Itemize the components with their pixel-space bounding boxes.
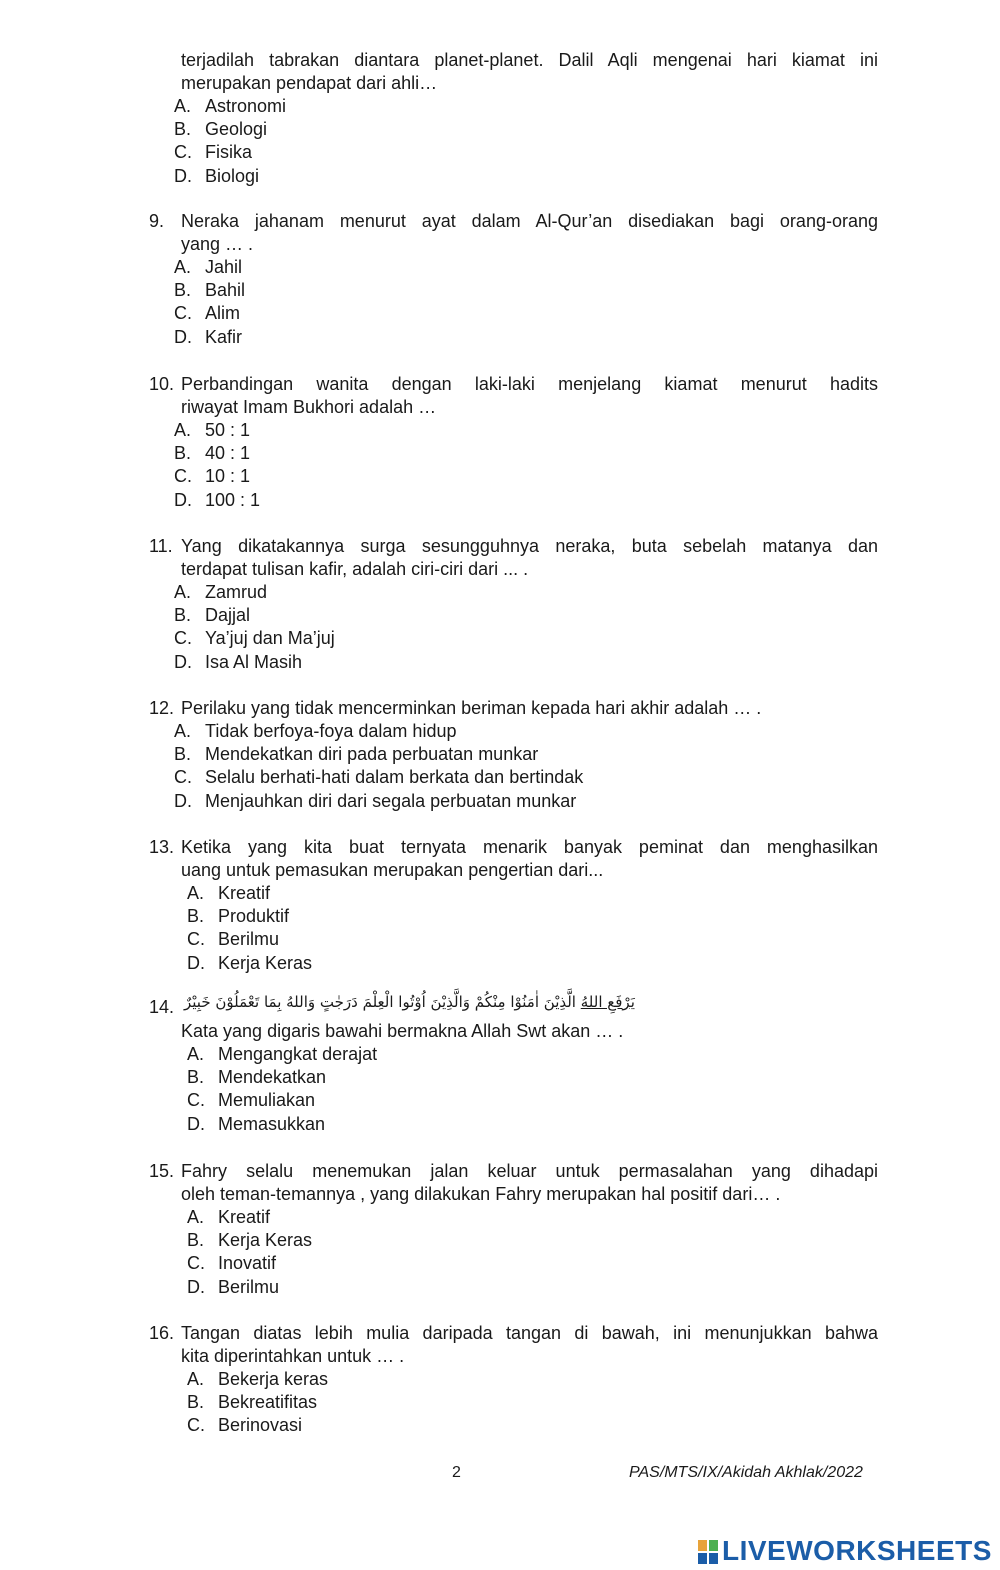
question-text-line: Perilaku yang tidak mencerminkan beriman kepada hari akhir adalah … .: [181, 698, 762, 718]
question-text-line: Yang dikatakannya surga sesungguhnya neraka, buta sebelah matanya dan: [181, 536, 878, 556]
arabic-rest: الَّذِيْنَ اٰمَنُوْا مِنْكُمْ وَالَّذِيْنَ اُوْتُوا الْعِلْمَ دَرَجٰتٍ وَاللهُ بِمَا تَعْمَلُوْنَ خَبِيْرٌ: [184, 993, 581, 1011]
option-letter: D.: [174, 651, 192, 672]
option-item[interactable]: [174, 651, 302, 673]
option-letter: B.: [174, 443, 192, 464]
option-letter: A.: [187, 1207, 205, 1227]
option-item[interactable]: [187, 952, 312, 974]
option-item[interactable]: [187, 905, 289, 927]
option-text: Mendekatkan: [218, 1067, 327, 1088]
option-text: Berinovasi: [218, 1415, 303, 1436]
option-text: Menjauhkan diri dari segala perbuatan munkar: [205, 790, 577, 811]
option-text: Mendekatkan diri pada perbuatan munkar: [205, 744, 539, 765]
option-letter: B.: [187, 1067, 205, 1088]
option-letter: A.: [174, 582, 192, 602]
option-item[interactable]: [174, 766, 583, 788]
option-item[interactable]: [174, 790, 576, 812]
question-number: 11.: [149, 536, 173, 556]
option-item[interactable]: [187, 1089, 315, 1111]
option-letter: D.: [174, 790, 192, 811]
option-item[interactable]: [187, 1368, 328, 1390]
option-item[interactable]: [174, 581, 267, 603]
question-text-line: Fahry selalu menemukan jalan keluar untuk permasalahan yang dihadapi: [181, 1161, 878, 1181]
page-number: 2: [452, 1464, 461, 1481]
option-item[interactable]: [187, 1113, 325, 1135]
question-text-line: kita diperintahkan untuk … .: [181, 1346, 405, 1366]
option-letter: C.: [187, 1415, 205, 1436]
option-letter: A.: [174, 721, 192, 741]
option-letter: B.: [174, 280, 192, 301]
option-item[interactable]: [174, 165, 259, 187]
option-text: Ya’juj dan Ma’juj: [205, 628, 335, 649]
option-text: 40 : 1: [205, 443, 251, 464]
option-text: Isa Al Masih: [205, 651, 303, 672]
option-letter: A.: [187, 1369, 205, 1389]
question-number: 14.: [149, 997, 175, 1017]
option-item[interactable]: [174, 256, 242, 278]
option-letter: C.: [174, 628, 192, 649]
option-text: Bekreatifitas: [218, 1392, 318, 1413]
question-number: 12.: [149, 698, 175, 718]
option-text: Kerja Keras: [218, 1230, 313, 1251]
option-letter: C.: [174, 466, 192, 487]
question-text-line: Ketika yang kita buat ternyata menarik banyak peminat dan menghasilkan: [181, 837, 878, 857]
option-item[interactable]: [174, 627, 335, 649]
option-item[interactable]: [174, 141, 252, 163]
option-text: Astronomi: [205, 96, 287, 116]
option-letter: C.: [174, 303, 192, 324]
option-letter: A.: [187, 883, 205, 903]
option-item[interactable]: [174, 279, 245, 301]
option-letter: D.: [174, 165, 192, 186]
option-item[interactable]: [174, 442, 250, 464]
question-number: 16.: [149, 1323, 175, 1343]
intro-line: merupakan pendapat dari ahli…: [181, 73, 438, 93]
option-letter: A.: [187, 1044, 205, 1064]
option-letter: B.: [174, 744, 192, 765]
option-letter: D.: [174, 326, 192, 347]
option-letter: C.: [174, 142, 192, 163]
question-number: 13.: [149, 837, 175, 857]
option-letter: D.: [187, 1276, 205, 1297]
option-text: 100 : 1: [205, 489, 261, 510]
option-item[interactable]: [187, 1252, 276, 1274]
option-item[interactable]: [187, 1391, 317, 1413]
option-text: 50 : 1: [205, 420, 251, 440]
option-letter: C.: [174, 767, 192, 788]
option-item[interactable]: [187, 1276, 279, 1298]
question-text-line: uang untuk pemasukan merupakan pengertian dari...: [181, 860, 604, 880]
option-text: Tidak berfoya-foya dalam hidup: [205, 721, 457, 741]
option-letter: B.: [174, 119, 192, 140]
option-item[interactable]: [174, 302, 240, 324]
option-text: Bekerja keras: [218, 1369, 329, 1389]
option-letter: C.: [187, 1090, 205, 1111]
liveworksheets-logo[interactable]: [698, 1535, 992, 1567]
option-item[interactable]: [174, 419, 250, 441]
option-text: Mengangkat derajat: [218, 1044, 378, 1064]
question-number: 9.: [149, 211, 165, 231]
intro-line: terjadilah tabrakan diantara planet-planet. Dalil Aqli mengenai hari kiamat ini: [181, 50, 878, 70]
arabic-underlined: يَرْفَعِ اللهُ: [580, 993, 635, 1011]
option-item[interactable]: [174, 118, 267, 140]
question-number: 15.: [149, 1161, 175, 1181]
question-text-line: terdapat tulisan kafir, adalah ciri-ciri dari ... .: [181, 559, 529, 579]
arabic-verse: [184, 990, 635, 1014]
option-text: Alim: [205, 303, 240, 324]
option-letter: B.: [187, 906, 205, 927]
option-item[interactable]: [174, 326, 242, 348]
option-item[interactable]: [187, 928, 279, 950]
option-text: Geologi: [205, 119, 268, 140]
option-letter: A.: [174, 257, 192, 277]
option-item[interactable]: [174, 95, 286, 117]
question-text-line: Kata yang digaris bawahi bermakna Allah Swt akan … .: [181, 1021, 624, 1041]
option-text: Produktif: [218, 906, 290, 927]
option-item[interactable]: [187, 1043, 377, 1065]
option-text: Kreatif: [218, 1207, 271, 1227]
option-text: 10 : 1: [205, 466, 251, 487]
option-letter: D.: [187, 1113, 205, 1134]
option-text: Kreatif: [218, 883, 271, 903]
option-text: Berilmu: [218, 929, 280, 950]
option-letter: C.: [187, 929, 205, 950]
option-text: Kerja Keras: [218, 952, 313, 973]
option-text: Zamrud: [205, 582, 268, 602]
option-item[interactable]: [174, 465, 250, 487]
option-letter: D.: [187, 952, 205, 973]
option-text: Biologi: [205, 165, 260, 186]
option-text: Memasukkan: [218, 1113, 326, 1134]
option-text: Fisika: [205, 142, 253, 163]
question-text-line: oleh teman-temannya , yang dilakukan Fahry merupakan hal positif dari… .: [181, 1184, 781, 1204]
option-text: Kafir: [205, 326, 243, 347]
question-text-line: yang … .: [181, 234, 254, 254]
option-letter: B.: [187, 1392, 205, 1413]
brand-text: LIVEWORKSHEETS: [722, 1535, 992, 1566]
liveworksheets-icon: [698, 1540, 718, 1564]
option-item[interactable]: [187, 1229, 312, 1251]
question-text-line: riwayat Imam Bukhori adalah …: [181, 397, 437, 417]
question-text-line: Tangan diatas lebih mulia daripada tangan di bawah, ini menunjukkan bahwa: [181, 1323, 878, 1343]
option-text: Inovatif: [218, 1253, 277, 1274]
option-letter: D.: [174, 489, 192, 510]
option-item[interactable]: [174, 743, 538, 765]
option-item[interactable]: [174, 720, 456, 742]
option-item[interactable]: [174, 489, 260, 511]
option-item[interactable]: [174, 604, 250, 626]
option-letter: A.: [174, 96, 192, 116]
option-text: Selalu berhati-hati dalam berkata dan bertindak: [205, 767, 584, 788]
option-item[interactable]: [187, 882, 270, 904]
option-letter: B.: [174, 605, 192, 626]
question-number: 10.: [149, 374, 175, 394]
question-text-line: Perbandingan wanita dengan laki-laki menjelang kiamat menurut hadits: [181, 374, 878, 394]
document-code: PAS/MTS/IX/Akidah Akhlak/2022: [629, 1464, 863, 1481]
option-text: Bahil: [205, 280, 246, 301]
option-item[interactable]: [187, 1066, 326, 1088]
option-text: Dajjal: [205, 605, 251, 626]
option-text: Memuliakan: [218, 1090, 316, 1111]
option-item[interactable]: [187, 1414, 302, 1436]
option-text: Berilmu: [218, 1276, 280, 1297]
option-letter: B.: [187, 1230, 205, 1251]
option-text: Jahil: [205, 257, 243, 277]
option-letter: C.: [187, 1253, 205, 1274]
option-item[interactable]: [187, 1206, 270, 1228]
option-letter: A.: [174, 420, 192, 440]
question-text-line: Neraka jahanam menurut ayat dalam Al-Qur’an disediakan bagi orang-orang: [181, 211, 878, 231]
